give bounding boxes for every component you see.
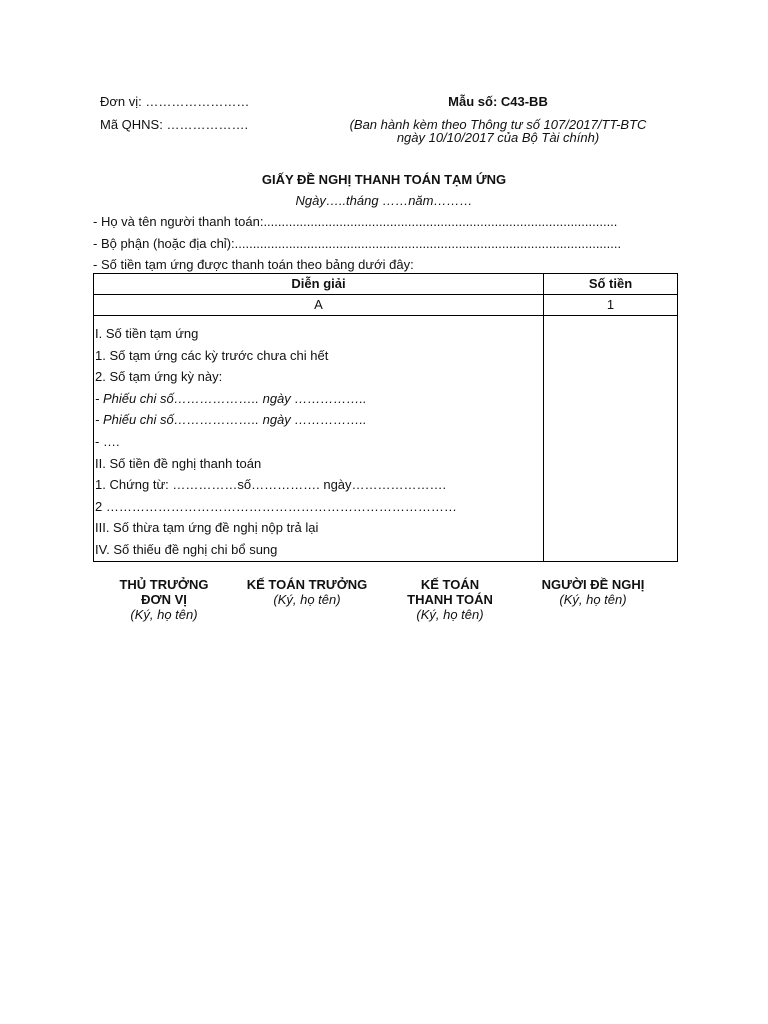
signature-title-2: THANH TOÁN [407, 592, 493, 607]
table-line-item: 2. Số tạm ứng kỳ này: [95, 369, 223, 385]
signature-unit-head [84, 577, 244, 622]
table-line-item: III. Số thừa tạm ứng đề nghị nộp trả lại [95, 520, 319, 536]
document-title: GIẤY ĐỀ NGHỊ THANH TOÁN TẠM ỨNG [261, 172, 507, 187]
table-line-item: 2 ……………………………………………………………………… [95, 498, 457, 514]
table-line-item: 1. Số tạm ứng các kỳ trước chưa chi hết [95, 347, 329, 363]
signature-hint: (Ký, họ tên) [273, 592, 341, 607]
table-subheader-row [94, 295, 678, 316]
budget-code-field: Mã QHNS: ………………. [100, 117, 249, 132]
signature-hint: (Ký, họ tên) [559, 592, 627, 607]
table-header-row [94, 274, 678, 295]
payer-name-field: - Họ và tên người thanh toán:.................................................................................................. [93, 214, 618, 229]
table-line-item: IV. Số thiếu đề nghị chi bổ sung [95, 541, 278, 557]
signature-title: THỦ TRƯỞNG [119, 577, 209, 592]
issuance-note-line-2: ngày 10/10/2017 của Bộ Tài chính) [396, 130, 600, 145]
unit-field: Đơn vị: …………………… [100, 94, 250, 109]
form-number: Mẫu số: C43-BB [448, 94, 548, 109]
description-cell [94, 316, 544, 562]
issuance-note-line-1: (Ban hành kèm theo Thông tư số 107/2017/TT-BTC [349, 117, 647, 132]
header-description: Diễn giải [94, 274, 544, 295]
subheader-a: A [94, 295, 544, 316]
signature-requester [513, 577, 673, 607]
table-body-row [94, 316, 678, 562]
signature-chief-accountant [227, 577, 387, 607]
signature-title: KẾ TOÁN [420, 577, 480, 592]
subheader-1: 1 [544, 295, 678, 316]
table-line-item: II. Số tiền đề nghị thanh toán [95, 455, 262, 471]
table-line-item: 1. Chứng từ: ……………số……………. ngày…………………. [95, 477, 447, 493]
amount-intro: - Số tiền tạm ứng được thanh toán theo bảng dưới đây: [93, 257, 414, 272]
table-line-item: - …. [95, 433, 120, 449]
table-line-item: - Phiếu chi số……………….. ngày …………….. [95, 412, 367, 428]
signature-hint: (Ký, họ tên) [416, 607, 484, 622]
signature-title-2: ĐƠN VỊ [141, 592, 187, 607]
date-line: Ngày…..tháng ……năm……… [295, 193, 473, 208]
signature-title: NGƯỜI ĐỀ NGHỊ [541, 577, 645, 592]
table-line-item: - Phiếu chi số……………….. ngày …………….. [95, 390, 367, 406]
signature-title: KẾ TOÁN TRƯỞNG [246, 577, 368, 592]
description-lines [94, 316, 543, 561]
advance-settlement-table [93, 273, 678, 562]
department-field: - Bộ phận (hoặc địa chỉ):........................................................................................................... [93, 236, 622, 251]
amount-cell [544, 316, 678, 562]
table-line-item: I. Số tiền tạm ứng [95, 326, 199, 341]
signature-payment-accountant [370, 577, 530, 622]
signature-hint: (Ký, họ tên) [130, 607, 198, 622]
header-amount: Số tiền [544, 274, 678, 295]
